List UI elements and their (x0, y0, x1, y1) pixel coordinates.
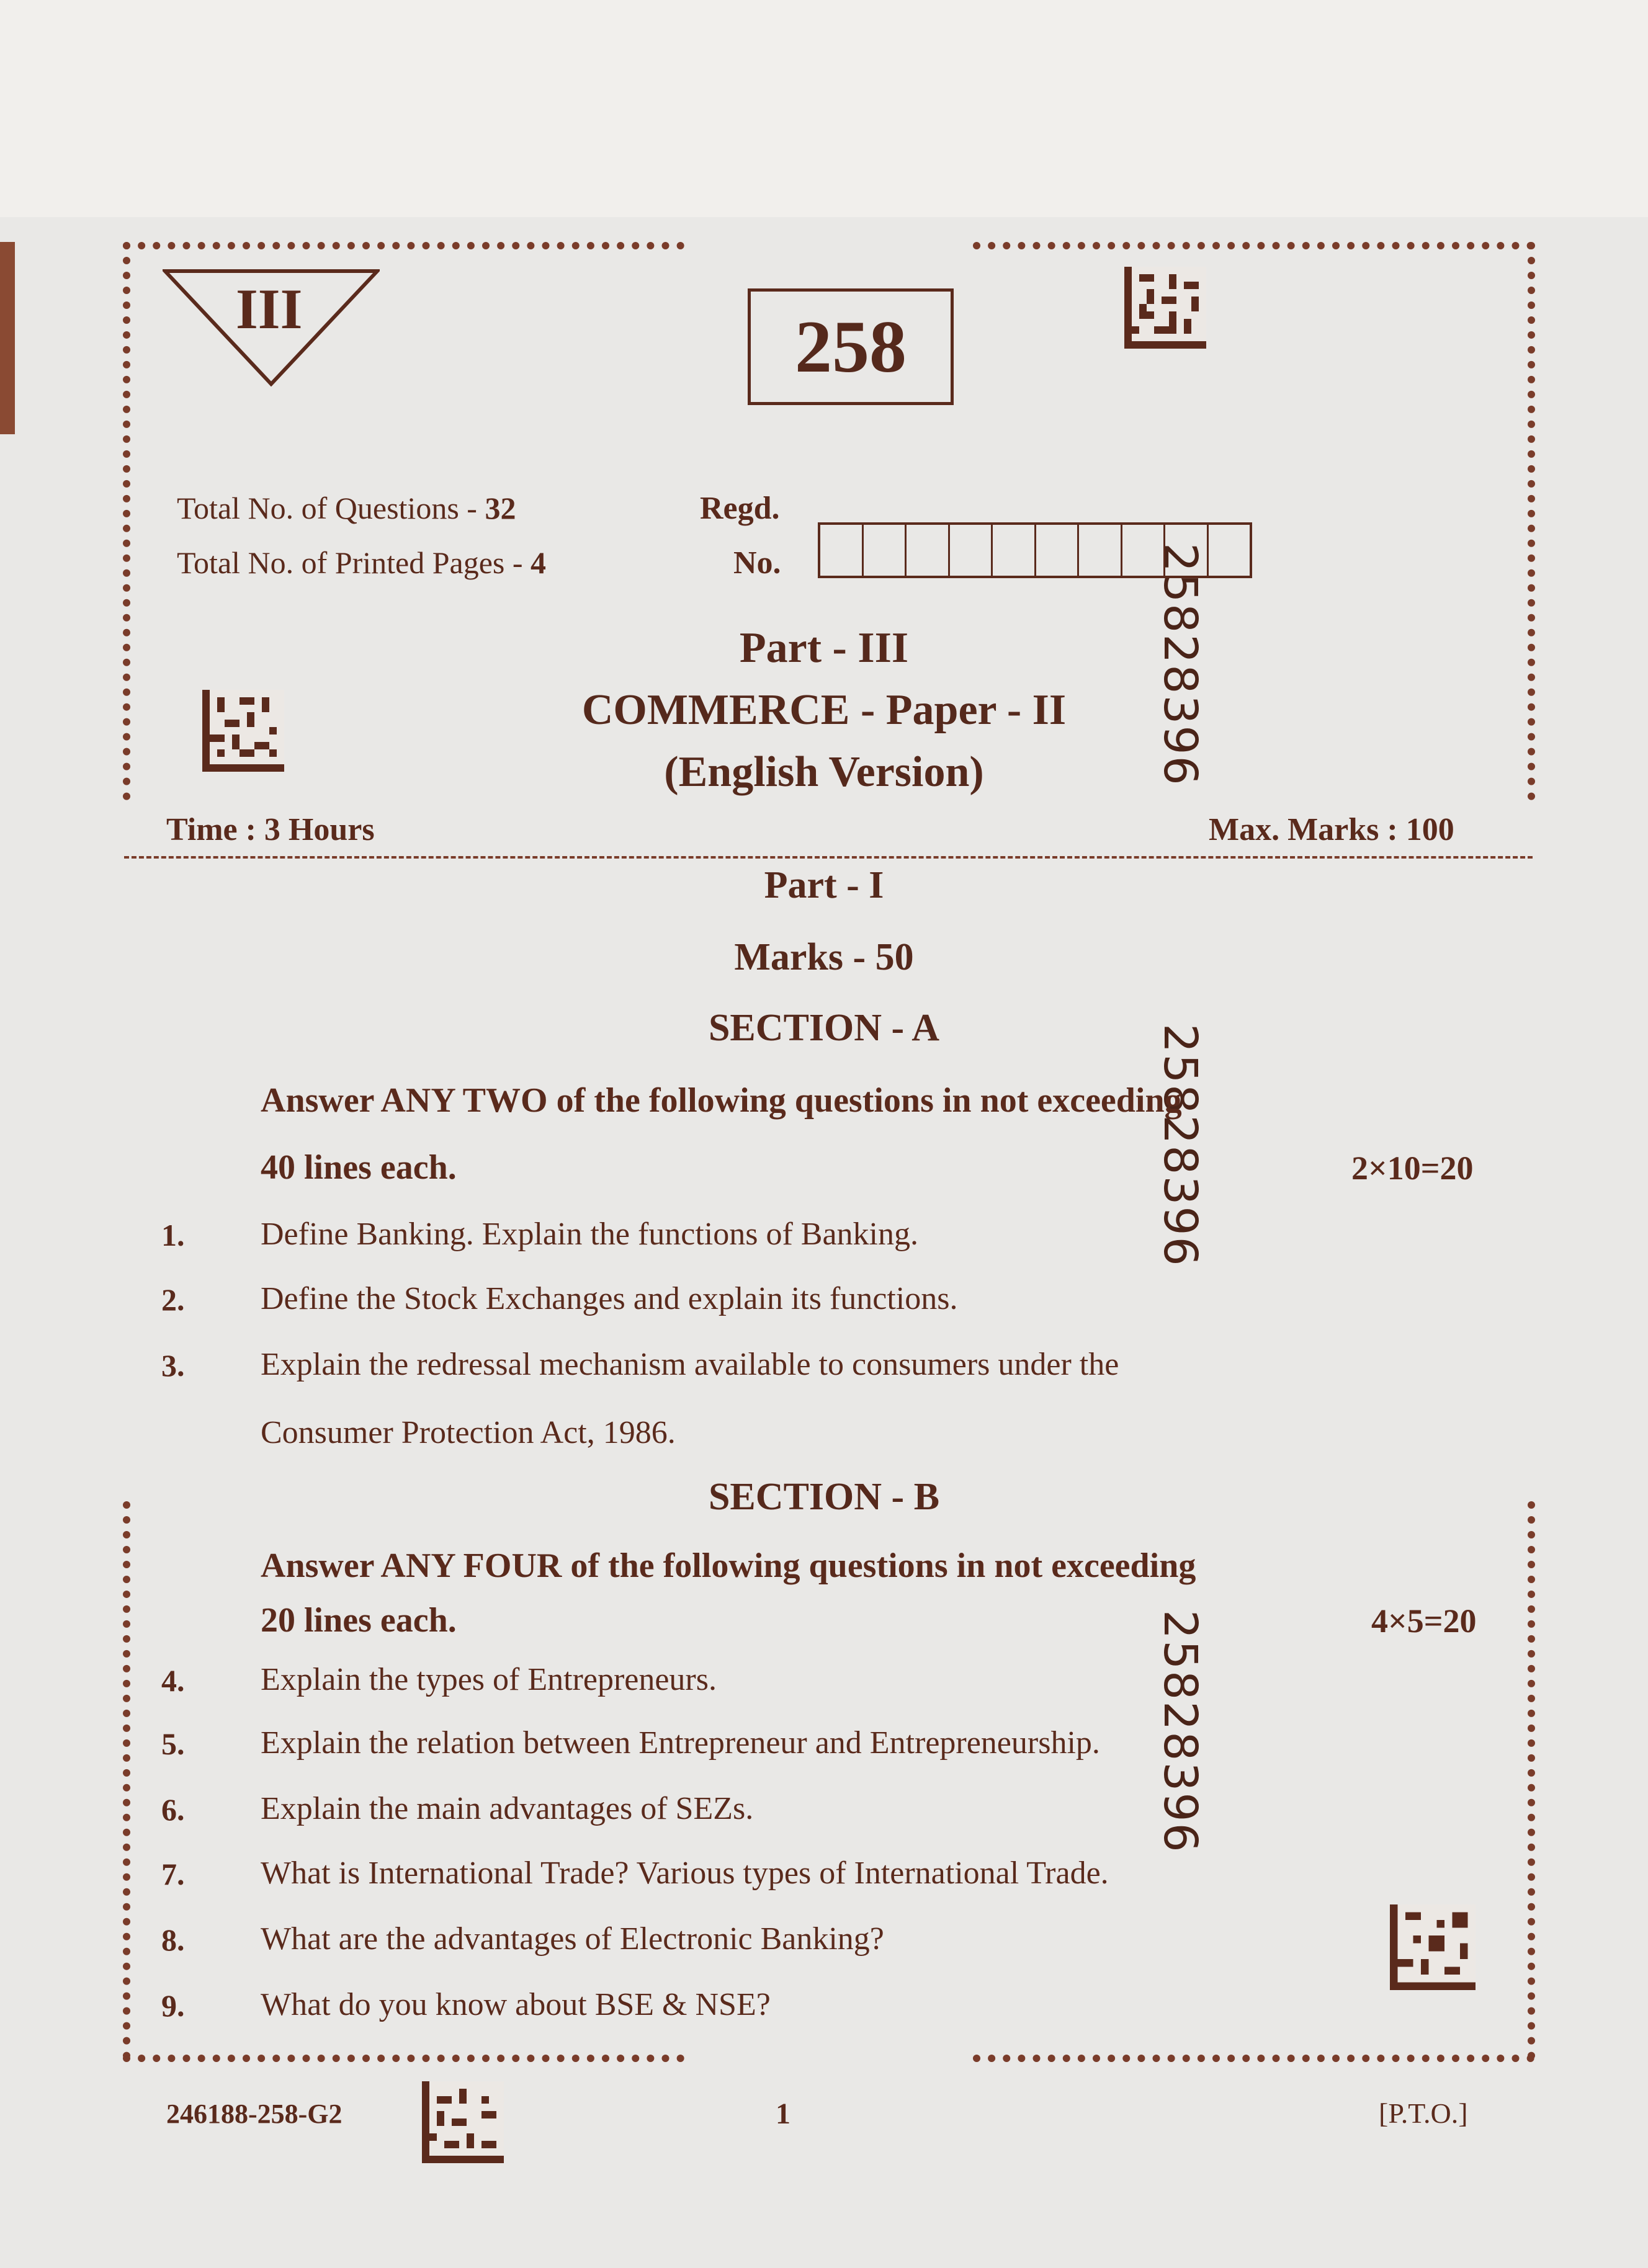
question-number: 5. (161, 1726, 185, 1761)
qr-code-icon (422, 2081, 504, 2163)
total-questions: Total No. of Questions - 32 (177, 491, 516, 525)
regd-digit-box[interactable] (1209, 525, 1250, 576)
binding-strip (0, 242, 15, 434)
bottom-border-left (123, 2055, 684, 2062)
question-number: 8. (161, 1922, 185, 1957)
question-number: 7. (161, 1857, 185, 1891)
regd-digit-box[interactable] (993, 525, 1036, 576)
question-text: Explain the redressal mechanism available to consumers under the (261, 1347, 1119, 1382)
section-b-instruction-line2: 20 lines each. (261, 1601, 457, 1640)
right-border-bottom (1528, 1501, 1535, 2060)
booklet-code: 246188-258-G2 (166, 2099, 343, 2129)
section-a-title: SECTION - A (708, 1007, 940, 1049)
question-number: 2. (161, 1282, 185, 1317)
regd-digit-box[interactable] (1036, 525, 1080, 576)
regd-digit-box[interactable] (950, 525, 993, 576)
total-pages: Total No. of Printed Pages - 4 (177, 545, 547, 580)
left-border-bottom (123, 1501, 130, 2060)
regd-digit-box[interactable] (907, 525, 950, 576)
regd-digit-box[interactable] (1165, 525, 1209, 576)
question-number: 6. (161, 1792, 185, 1827)
section-b-title: SECTION - B (708, 1476, 940, 1518)
question-text: Explain the main advantages of SEZs. (261, 1791, 754, 1826)
pto-label: [P.T.O.] (1379, 2097, 1468, 2129)
max-marks: Max. Marks : 100 (1209, 812, 1454, 847)
part-heading: Part - III (739, 624, 909, 672)
top-border-left (123, 242, 684, 249)
question-text-continued: Consumer Protection Act, 1986. (261, 1415, 676, 1450)
page-number: 1 (776, 2097, 790, 2130)
qr-code-icon (1124, 267, 1206, 349)
question-number: 1. (161, 1218, 185, 1252)
header-separator (124, 856, 1533, 859)
question-number: 9. (161, 1988, 185, 2023)
serial-number-1: 25828396 (1153, 543, 1207, 787)
question-text: What do you know about BSE & NSE? (261, 1987, 771, 2022)
question-text: What is International Trade? Various types of International Trade. (261, 1855, 1109, 1891)
group-badge-label: III (236, 277, 303, 341)
regd-label: Regd. (700, 491, 780, 526)
part-i-marks: Marks - 50 (734, 936, 914, 978)
serial-number-2: 25828396 (1153, 1024, 1207, 1267)
question-text: Define the Stock Exchanges and explain its functions. (261, 1281, 958, 1316)
regd-digit-box[interactable] (1079, 525, 1122, 576)
question-text: What are the advantages of Electronic Banking? (261, 1921, 884, 1957)
registration-number-boxes[interactable] (818, 522, 1252, 578)
paper-code: 258 (795, 305, 907, 388)
paper-code-box (748, 288, 954, 405)
section-a-marks: 2×10=20 (1351, 1150, 1474, 1187)
regd-digit-box[interactable] (1122, 525, 1166, 576)
regd-digit-box[interactable] (820, 525, 864, 576)
top-border-right (973, 242, 1534, 249)
serial-number-3: 25828396 (1153, 1610, 1207, 1854)
question-text: Define Banking. Explain the functions of Banking. (261, 1217, 919, 1252)
version-label: (English Version) (664, 748, 984, 796)
subject-title: COMMERCE - Paper - II (581, 686, 1067, 734)
part-i-title: Part - I (764, 864, 884, 906)
question-number: 4. (161, 1663, 185, 1698)
qr-code-icon (1390, 1904, 1476, 1990)
regd-digit-box[interactable] (864, 525, 907, 576)
section-b-instruction: Answer ANY FOUR of the following questions in not exceeding (261, 1547, 1196, 1585)
section-b-marks: 4×5=20 (1371, 1602, 1477, 1640)
question-number: 3. (161, 1348, 185, 1383)
question-text: Explain the types of Entrepreneurs. (261, 1662, 717, 1697)
bottom-border-right (973, 2055, 1534, 2062)
section-a-instruction: Answer ANY TWO of the following questions in not exceeding (261, 1081, 1182, 1120)
no-label: No. (733, 545, 781, 581)
section-a-instruction-line2: 40 lines each. (261, 1148, 457, 1187)
question-text: Explain the relation between Entrepreneur and Entrepreneurship. (261, 1725, 1100, 1761)
exam-time: Time : 3 Hours (166, 812, 375, 847)
